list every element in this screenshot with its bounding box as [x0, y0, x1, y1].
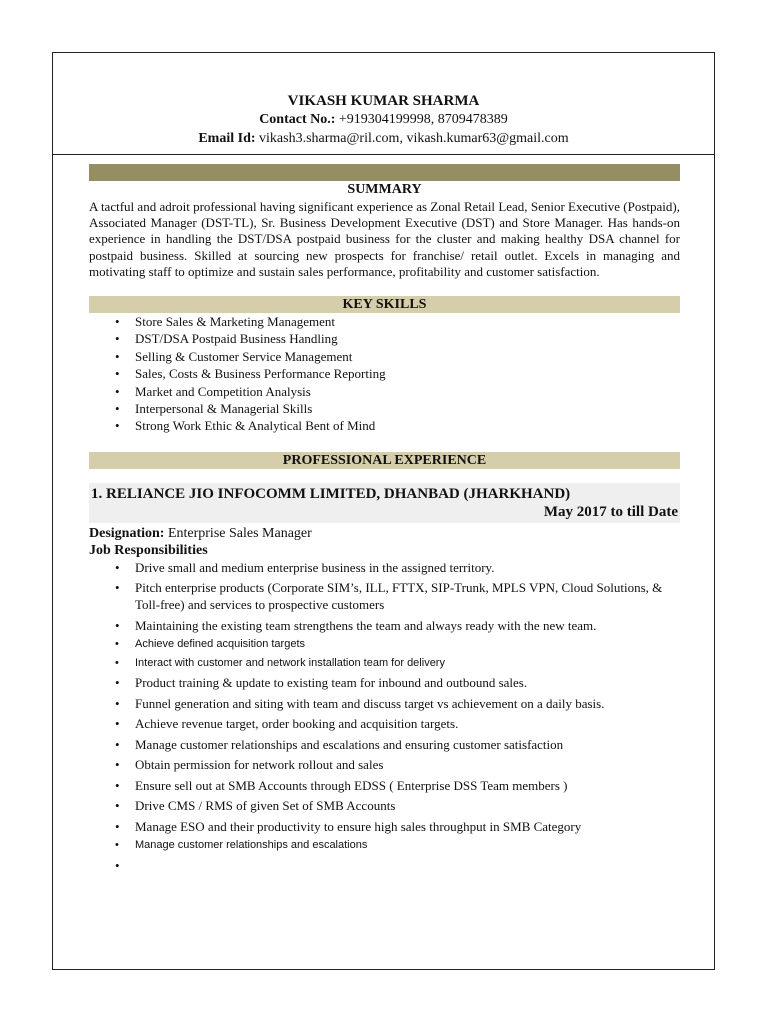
responsibilities-list	[89, 559, 680, 874]
email-label: Email Id:	[198, 131, 256, 146]
key-skills-title: KEY SKILLS	[89, 296, 680, 313]
skill-item: • Store Sales & Marketing Management	[89, 313, 680, 330]
summary-band	[89, 164, 680, 181]
responsibility-item: • Drive CMS / RMS of given Set of SMB Accounts	[89, 797, 680, 814]
contact-value: +919304199998, 8709478389	[335, 112, 508, 127]
summary-title: SUMMARY	[347, 182, 422, 197]
company-name: 1. RELIANCE JIO INFOCOMM LIMITED, DHANBAD (JHARKHAND)	[91, 485, 571, 502]
candidate-name: VIKASH KUMAR SHARMA	[287, 93, 480, 109]
responsibility-item: • Product training & update to existing team for inbound and outbound sales.	[89, 674, 680, 691]
resume-body	[89, 164, 680, 877]
responsibility-item-empty	[89, 857, 680, 874]
responsibility-item: • Manage customer relationships and escalations	[89, 838, 680, 853]
contact-label: Contact No.:	[259, 112, 336, 127]
resume-header	[52, 92, 715, 148]
summary-text: A tactful and adroit professional having significant experience as Zonal Retail Lead, Senior Executive (Postpaid), Associated Manager (DST-TL), Sr. Business Development Executive (DST) and Store Manager. Has hands-on experience in handling the DST/DSA postpaid business for the cluster and making healthy DSA channel for postpaid business. Skilled at sourcing new prospects for franchise/ retail outlet. Excels in managing and motivating staff to optimize and sustain sales performance, profitability and customer satisfaction.	[89, 199, 680, 279]
email-line	[52, 129, 715, 148]
contact-line	[52, 110, 715, 129]
header-divider	[52, 154, 715, 155]
designation-line	[89, 525, 680, 542]
responsibility-item: • Funnel generation and siting with team and discuss target vs achievement on a daily basis.	[89, 695, 680, 712]
skill-item: • Strong Work Ethic & Analytical Bent of Mind	[89, 417, 680, 434]
responsibility-item: • Achieve defined acquisition targets	[89, 637, 680, 652]
skill-item: • Interpersonal & Managerial Skills	[89, 400, 680, 417]
email-value: vikash3.sharma@ril.com, vikash.kumar63@gmail.com	[255, 131, 569, 146]
experience-title: PROFESSIONAL EXPERIENCE	[89, 452, 680, 469]
responsibility-item: • Drive small and medium enterprise business in the assigned territory.	[89, 559, 680, 576]
skill-item: • Selling & Customer Service Management	[89, 348, 680, 365]
responsibility-item: • Obtain permission for network rollout and sales	[89, 756, 680, 773]
responsibility-item: • Maintaining the existing team strengthens the team and always ready with the new team.	[89, 617, 680, 634]
responsibility-item: • Manage customer relationships and escalations and ensuring customer satisfaction	[89, 736, 680, 753]
skill-item: • Market and Competition Analysis	[89, 383, 680, 400]
employment-dates: May 2017 to till Date	[543, 503, 678, 520]
responsibility-item: • Achieve revenue target, order booking and acquisition targets.	[89, 715, 680, 732]
designation-value: Enterprise Sales Manager	[164, 525, 312, 541]
company-block	[89, 483, 680, 523]
responsibility-item: • Interact with customer and network installation team for delivery	[89, 656, 680, 671]
skill-item: • Sales, Costs & Business Performance Reporting	[89, 365, 680, 382]
designation-label: Designation:	[89, 525, 165, 541]
responsibility-item: • Manage ESO and their productivity to ensure high sales throughput in SMB Category	[89, 818, 680, 835]
key-skills-list	[89, 313, 680, 435]
responsibility-item: • Pitch enterprise products (Corporate SIM’s, ILL, FTTX, SIP-Trunk, MPLS VPN, Cloud Solutions, & Toll-free) and services to prospective customers	[89, 579, 680, 613]
job-responsibilities-title: Job Responsibilities	[89, 542, 208, 558]
skill-item: • DST/DSA Postpaid Business Handling	[89, 330, 680, 347]
responsibility-item: • Ensure sell out at SMB Accounts through EDSS ( Enterprise DSS Team members )	[89, 777, 680, 794]
